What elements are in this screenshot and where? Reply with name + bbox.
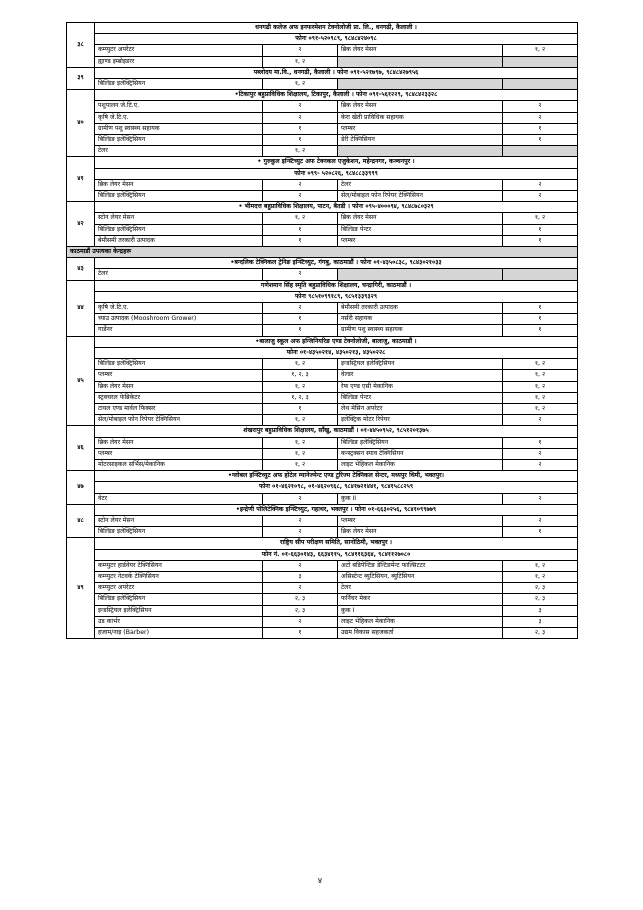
course-name: पशुपालन जे.टि.ए.: [95, 101, 263, 112]
course-level: १, २: [503, 370, 578, 381]
serial-number: ४८: [67, 504, 95, 538]
course-level: २: [503, 448, 578, 459]
serial-number: ३९: [67, 67, 95, 89]
course-name: हजाम/नाइ (Barber): [95, 627, 263, 638]
course-name: इलेक्ट्रिक मोटर रिपेयर: [338, 415, 503, 426]
course-level: १, २: [263, 448, 338, 459]
course-name: बिल्डिङ पेन्टर: [338, 392, 503, 403]
section-header-row: [67, 504, 578, 515]
course-row: [67, 583, 578, 594]
course-level: १, २: [503, 359, 578, 370]
course-level: १, २, ३: [263, 392, 338, 403]
course-row: [67, 594, 578, 605]
course-level: १: [503, 325, 578, 336]
course-name: लाइट भेहिकल मेकानिक: [338, 459, 503, 470]
course-level: १: [503, 314, 578, 325]
course-name: सेल/मोबाइल फोन रिपेयर टेक्निसियन: [338, 191, 503, 202]
course-name: कन्स्ट्रक्सन स्याव टेक्निसियन: [338, 448, 503, 459]
course-level: १, २: [263, 415, 338, 426]
phone-row: [67, 34, 578, 45]
institute-name: धनगढी कलेज अफ इनफरमेशन टेक्नोलोजी प्रा. लि., धनगढी, कैलाली ।: [95, 23, 578, 34]
region-heading: काठमाडौं उपत्यका केन्द्रहरू: [67, 247, 578, 258]
course-row: [67, 45, 578, 56]
course-level: १: [503, 437, 578, 448]
course-name: च्याउ उत्पादक (Mooshroom Grower): [95, 314, 263, 325]
course-name: स्ट्रक्चरल फेब्रिकेटर: [95, 392, 263, 403]
course-level: १, २: [263, 437, 338, 448]
course-name: कम्प्युटर अपरेटर: [95, 45, 263, 56]
course-name: इन्डस्ट्रियल इलेक्ट्रिसियन: [338, 359, 503, 370]
course-row: [67, 135, 578, 146]
course-level: [503, 79, 578, 90]
course-name: असिस्टेन्ट ब्युटिसियन, ब्युटिसियन: [338, 571, 503, 582]
course-level: २: [263, 560, 338, 571]
course-level: २: [503, 101, 578, 112]
course-level: २: [503, 179, 578, 190]
course-level: २, ३: [263, 594, 338, 605]
course-level: ३: [503, 605, 578, 616]
course-row: [67, 493, 578, 504]
course-name: प्लम्बर: [95, 370, 263, 381]
course-name: [338, 56, 503, 67]
course-level: २: [263, 191, 338, 202]
course-level: २: [503, 515, 578, 526]
section-header-row: [67, 258, 578, 269]
course-row: [67, 56, 578, 67]
section-header-row: [67, 90, 578, 101]
course-level: १, २: [503, 213, 578, 224]
page-number: ४: [317, 876, 323, 885]
institute-name: राष्ट्रिय सीप परीक्षण समिति, सानोठिमी, भक्तपुर ।: [95, 538, 578, 549]
institute-phone: फोनः ०९१-५२०९८९, ९८४८४२४०९८: [95, 34, 578, 45]
course-name: बेमौसमी तरकारी उत्पादक: [338, 303, 503, 314]
institute-name: पब्लोदय मा.वि., धनगढी, कैलाली । फोनः ०९१-५२१७९७, ९८४८४२७९५६: [95, 67, 578, 78]
course-level: १, २: [263, 56, 338, 67]
course-name: बिल्डिङ इलेक्ट्रिसियन: [95, 594, 263, 605]
course-name: टेलर: [338, 179, 503, 190]
course-row: [67, 235, 578, 246]
section-header-row: [67, 23, 578, 34]
course-row: [67, 381, 578, 392]
course-name: प्लम्बर: [338, 235, 503, 246]
course-name: टेलर: [95, 146, 263, 157]
course-level: २: [503, 415, 578, 426]
institute-phone: फोनः ०१-४३५०२१४, ४३५०२१३, ४३५०२२८: [95, 347, 578, 358]
course-level: २: [263, 527, 338, 538]
course-level: [503, 269, 578, 280]
course-row: [67, 224, 578, 235]
course-name: स्टोन लेयर मेसन: [95, 213, 263, 224]
course-level: १, २: [263, 381, 338, 392]
course-level: २: [263, 303, 338, 314]
course-name: सेल/मोबाइल फोन रिपेयर टेक्निसियन: [95, 415, 263, 426]
course-name: [338, 146, 503, 157]
phone-row: [67, 291, 578, 302]
course-level: २: [263, 493, 338, 504]
course-row: [67, 101, 578, 112]
document-page: [66, 22, 577, 639]
course-name: नर्सरी सहायक: [338, 314, 503, 325]
serial-number: ४९: [67, 538, 95, 639]
course-name: फर्निचर मेकर: [338, 594, 503, 605]
course-row: [67, 370, 578, 381]
course-row: [67, 403, 578, 414]
course-row: [67, 123, 578, 134]
course-name: बिल्डिङ इलेक्ट्रिसियन: [95, 79, 263, 90]
course-row: [67, 179, 578, 190]
course-row: [67, 571, 578, 582]
course-name: ग्रामीण पशु स्वास्थ्य सहायक: [95, 123, 263, 134]
course-level: १, २: [503, 403, 578, 414]
institute-name: •टिकापुर बहुप्राविधिक शिक्षालय, टिकापुर, कैलाली । फोनः ०९१-५६१२२९, ९८४८४२३३२८: [95, 90, 578, 101]
course-level: २, ३: [503, 594, 578, 605]
course-level: १, २: [503, 381, 578, 392]
course-level: १, २: [503, 45, 578, 56]
course-level: १: [263, 314, 338, 325]
course-level: ३: [503, 616, 578, 627]
course-name: कुक I: [338, 605, 503, 616]
course-name: प्लम्बर: [338, 515, 503, 526]
section-header-row: [67, 67, 578, 78]
phone-row: [67, 347, 578, 358]
section-header-row: [67, 202, 578, 213]
course-row: [67, 459, 578, 470]
section-header-row: [67, 280, 578, 291]
institute-name: •ग्लोबल इन्स्टिच्युट अफ होटेल म्यानेज्मेन्ट एण्ड टुरिज्म टेक्निकल सेन्टर, मध्यपुर थिमी, भक्तपुर।: [95, 471, 578, 482]
course-name: कम्प्युटर हार्डवेयर टेक्निसियन: [95, 560, 263, 571]
course-level: [503, 146, 578, 157]
course-row: [67, 191, 578, 202]
course-level: १, २: [503, 560, 578, 571]
institute-name: शंखरापुर बहुप्राविधिक शिक्षालय, साँखु, काठमाडौं । ०१-४४५०९५२, ९८५१२०१३७५: [95, 426, 578, 437]
course-name: ब्रिक लेयर मेसन: [338, 45, 503, 56]
course-level: २: [263, 269, 338, 280]
course-level: २, ३: [503, 627, 578, 638]
course-level: १, २, ३: [263, 370, 338, 381]
institute-name: •इन्द्रेणी पोलिटेक्निक इन्स्टिच्युट, गहाथर, भक्तपुर । फोनः ०१-६६३०२५६, ९८४१०९९७७९: [95, 504, 578, 515]
course-row: [67, 605, 578, 616]
course-level: १, २: [263, 146, 338, 157]
course-level: २, ३: [503, 583, 578, 594]
course-level: १: [503, 527, 578, 538]
institute-name: •बालाजु स्कूल अफ इन्जिनियरिङ एण्ड टेक्नोलोजी, बालाजु, काठमाडौं ।: [95, 336, 578, 347]
course-row: [67, 627, 578, 638]
course-level: १, २: [263, 213, 338, 224]
course-name: कृषि जे.टि.ए.: [95, 303, 263, 314]
course-name: उद्यम विकास सहजकर्ता: [338, 627, 503, 638]
region-row: [67, 247, 578, 258]
course-name: बिल्डिङ इलेक्ट्रिसियन: [338, 437, 503, 448]
course-level: १: [263, 224, 338, 235]
institute-phone: फोनः ०१-४६२१०९८, ०१-४६२०९६८, ९८४१७२१४४१, ९८४१५८८२५९: [95, 482, 578, 493]
course-row: [67, 303, 578, 314]
course-name: कम्प्युटर नेटवर्क टेक्निसियन: [95, 571, 263, 582]
course-level: १: [503, 123, 578, 134]
course-row: [67, 79, 578, 90]
training-centers-table: [66, 22, 578, 639]
course-level: २: [263, 101, 338, 112]
course-name: बिल्डिङ पेन्टर: [338, 224, 503, 235]
course-level: १, २: [263, 359, 338, 370]
course-level: २: [263, 112, 338, 123]
course-name: [338, 269, 503, 280]
course-name: [338, 79, 503, 90]
section-header-row: [67, 157, 578, 168]
course-level: १, २: [263, 79, 338, 90]
course-name: केरा खेती प्राविधिक सहायक: [338, 112, 503, 123]
course-name: मोटरसाइकल सर्भिस/मेकानिक: [95, 459, 263, 470]
course-name: कम्प्युटर अपरेटर: [95, 583, 263, 594]
institute-name: • भीमदत्त बहुप्राविधिक शिक्षालय, पाटन, बैतडी । फोनः ०९५-४०००९४, ९८४८७८०३२९: [95, 202, 578, 213]
course-level: १: [263, 235, 338, 246]
course-level: ३: [263, 571, 338, 582]
course-row: [67, 415, 578, 426]
course-level: २: [503, 112, 578, 123]
course-row: [67, 560, 578, 571]
course-name: वेटर: [95, 493, 263, 504]
course-level: १, २: [503, 571, 578, 582]
serial-number: ४४: [67, 280, 95, 336]
course-level: १, २: [263, 459, 338, 470]
course-name: ब्रिक लेयर मेसन: [338, 101, 503, 112]
course-level: १: [263, 325, 338, 336]
course-name: उड कार्भर: [95, 616, 263, 627]
course-name: बिल्डिङ इलेक्ट्रिसियन: [95, 527, 263, 538]
serial-number: ४२: [67, 202, 95, 247]
serial-number: ४६: [67, 426, 95, 471]
course-row: [67, 314, 578, 325]
course-row: [67, 515, 578, 526]
course-level: २: [263, 583, 338, 594]
phone-row: [67, 482, 578, 493]
course-name: अटो बडिपेन्टिङ डेन्टिङमेन्ट फाल्सिटटर: [338, 560, 503, 571]
course-row: [67, 213, 578, 224]
course-level: २: [263, 45, 338, 56]
course-level: २: [503, 191, 578, 202]
course-level: २: [263, 515, 338, 526]
course-level: २: [263, 179, 338, 190]
serial-number: ३८: [67, 23, 95, 68]
phone-row: [67, 168, 578, 179]
course-name: ब्रिक लेयर मेसन: [95, 179, 263, 190]
course-name: प्लम्बर: [338, 123, 503, 134]
serial-number: ४०: [67, 90, 95, 157]
section-header-row: [67, 538, 578, 549]
course-name: लेथ मेसिन अपरेटर: [338, 403, 503, 414]
course-level: १: [503, 235, 578, 246]
course-level: २: [503, 459, 578, 470]
course-row: [67, 325, 578, 336]
course-name: टेलर: [338, 583, 503, 594]
institute-phone: फोनः ०९९- ५२०८२६, ९८४८८३३९९९: [95, 168, 578, 179]
course-name: टेलर: [95, 269, 263, 280]
course-level: १: [503, 224, 578, 235]
serial-number: ४५: [67, 336, 95, 426]
institute-name: • गुरुकुल इन्स्टिच्युट अफ टेक्नकल एजुकेशन, महेन्द्रनगर, कञ्चनपुर ।: [95, 157, 578, 168]
course-row: [67, 437, 578, 448]
section-header-row: [67, 426, 578, 437]
serial-number: ४७: [67, 471, 95, 505]
course-level: १: [263, 123, 338, 134]
course-level: १: [503, 135, 578, 146]
course-name: ब्रिक लेयर मेसन: [95, 381, 263, 392]
course-name: गार्डेनर: [95, 325, 263, 336]
course-name: स्टोन लेयर मेसन: [95, 515, 263, 526]
course-name: लाइट भेहिकल मेकानिक: [338, 616, 503, 627]
course-row: [67, 527, 578, 538]
course-row: [67, 616, 578, 627]
course-row: [67, 112, 578, 123]
institute-phone: फोन नं. ०१-६६३०१४३, ६६३४११५, ९८४११६३६४, ९८४११२७०८०: [95, 549, 578, 560]
course-name: बिल्डिङ इलेक्ट्रिसियन: [95, 224, 263, 235]
section-header-row: [67, 471, 578, 482]
course-name: बेमौसमी तरकारी उत्पादक: [95, 235, 263, 246]
course-name: बिल्डिङ इलेक्ट्रिसियन: [95, 191, 263, 202]
course-name: प्लम्बर: [95, 448, 263, 459]
course-row: [67, 146, 578, 157]
institute-name: •बन्दलिक टेक्निकल ट्रेनिङ इन्स्टिच्युट, गंगबु, काठमाडौं । फोनः ०१-४३५०८३८, ९८४३०२१०३३: [95, 258, 578, 269]
course-name: रेफ एण्ड एसी मेकानिक: [338, 381, 503, 392]
course-name: बिल्डिङ इलेक्ट्रिसियन: [95, 135, 263, 146]
course-name: ग्रामीण पशु स्वास्थ्य सहायक: [338, 325, 503, 336]
course-name: कृषि जे.टि.ए.: [95, 112, 263, 123]
course-level: १: [263, 627, 338, 638]
course-name: वेल्डर: [338, 370, 503, 381]
course-row: [67, 269, 578, 280]
course-level: २: [503, 493, 578, 504]
course-level: २, ३: [263, 605, 338, 616]
course-name: डेरी टेक्निसियन: [338, 135, 503, 146]
section-header-row: [67, 336, 578, 347]
course-name: ब्रिक लेयर मेसन: [338, 213, 503, 224]
course-name: ब्रिक लेयर मेसन: [338, 527, 503, 538]
course-level: १: [503, 303, 578, 314]
course-level: १: [263, 135, 338, 146]
course-row: [67, 359, 578, 370]
course-name: ब्रिक लेयर मेसन: [95, 437, 263, 448]
course-name: ह्याण्ड इम्ब्रोइडरर: [95, 56, 263, 67]
course-row: [67, 392, 578, 403]
institute-name: गणेशमान सिंह स्मृति बहुप्राविधिक शिक्षालय, चन्द्रागिरी, काठमाडौं ।: [95, 280, 578, 291]
course-name: बिल्डिङ इलेक्ट्रिसियन: [95, 359, 263, 370]
course-name: इन्डस्ट्रियल इलेक्ट्रिसियन: [95, 605, 263, 616]
course-level: २: [263, 616, 338, 627]
course-name: कुक II: [338, 493, 503, 504]
course-level: १, २: [503, 392, 578, 403]
serial-number: ४१: [67, 157, 95, 202]
serial-number: ४३: [67, 258, 95, 280]
phone-row: [67, 549, 578, 560]
course-level: [503, 56, 578, 67]
course-row: [67, 448, 578, 459]
course-name: टायल एण्ड मार्वल फिक्सर: [95, 403, 263, 414]
course-level: १: [263, 403, 338, 414]
institute-phone: फोनः ९८५१०९९१८९, ९८५१३३९३२९: [95, 291, 578, 302]
